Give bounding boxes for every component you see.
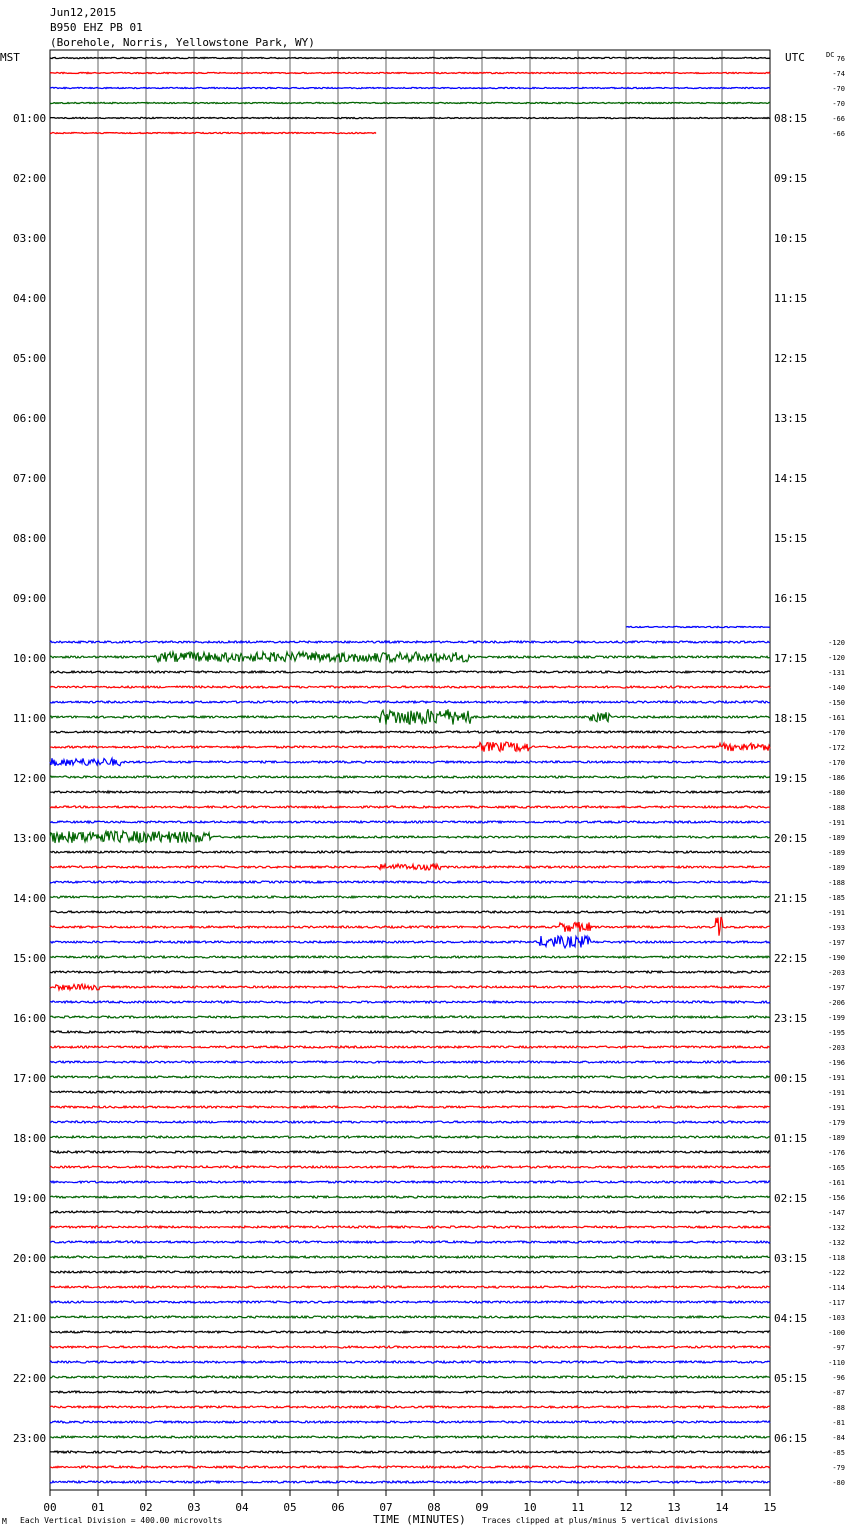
- seismic-trace: [50, 1001, 770, 1003]
- seismic-trace: [50, 652, 770, 662]
- hour-label-local: 05:00: [13, 352, 47, 365]
- hour-label-utc: 14:15: [774, 472, 808, 485]
- dc-offset-label: -66: [832, 115, 845, 123]
- x-tick-label: 04: [235, 1501, 249, 1514]
- hour-label-local: 13:00: [13, 832, 47, 845]
- seismic-trace: [50, 87, 770, 88]
- seismic-trace: [50, 1031, 770, 1033]
- seismic-trace: [50, 1166, 770, 1168]
- hour-label-utc: 11:15: [774, 292, 808, 305]
- seismic-trace: [50, 791, 770, 793]
- dc-offset-label: -161: [828, 714, 845, 722]
- dc-offset-label: -191: [828, 819, 845, 827]
- seismic-trace: [50, 851, 770, 853]
- hour-label-local: 02:00: [13, 172, 47, 185]
- hour-label-local: 08:00: [13, 532, 47, 545]
- dc-offset-label: -190: [828, 954, 845, 962]
- left-timezone-label: MST: [0, 51, 20, 64]
- hour-label-local: 22:00: [13, 1372, 47, 1385]
- dc-offset-label: -199: [828, 1014, 845, 1022]
- dc-offset-label: -85: [832, 1449, 845, 1457]
- hour-label-local: 17:00: [13, 1072, 47, 1085]
- hour-labels-local: [13, 112, 46, 1445]
- dc-offset-label: -189: [828, 834, 845, 842]
- seismic-trace: [50, 72, 770, 73]
- seismic-trace: [50, 1226, 770, 1228]
- dc-offset-labels: [828, 55, 845, 1487]
- dc-offset-label: -117: [828, 1299, 845, 1307]
- seismic-trace: [50, 1151, 770, 1153]
- seismic-trace: [50, 956, 770, 958]
- seismic-trace: [50, 1316, 770, 1318]
- hour-label-utc: 17:15: [774, 652, 808, 665]
- footer-corner: M: [2, 1517, 7, 1526]
- x-tick-label: 06: [331, 1501, 345, 1514]
- dc-offset-label: -197: [828, 939, 845, 947]
- dc-offset-label: -118: [828, 1254, 845, 1262]
- hour-label-utc: 08:15: [774, 112, 808, 125]
- seismic-trace: [50, 758, 770, 766]
- dc-offset-label: -70: [832, 100, 845, 108]
- dc-offset-label: -189: [828, 1134, 845, 1142]
- dc-offset-label: -156: [828, 1194, 845, 1202]
- dc-offset-label: -172: [828, 744, 845, 752]
- seismic-trace: [50, 686, 770, 688]
- dc-offset-label: -132: [828, 1239, 845, 1247]
- dc-offset-label: -122: [828, 1269, 845, 1277]
- hour-label-local: 18:00: [13, 1132, 47, 1145]
- seismic-trace: [50, 1406, 770, 1408]
- seismic-trace: [50, 1196, 770, 1198]
- seismic-trace: [50, 1076, 770, 1078]
- dc-offset-label: -195: [828, 1029, 845, 1037]
- dc-offset-label: -114: [828, 1284, 845, 1292]
- dc-offset-label: -84: [832, 1434, 845, 1442]
- seismic-trace: [50, 1061, 770, 1063]
- seismic-trace: [50, 1271, 770, 1273]
- seismic-trace: [50, 102, 770, 103]
- right-timezone-label: UTC: [785, 51, 805, 64]
- hour-label-local: 10:00: [13, 652, 47, 665]
- hour-label-local: 06:00: [13, 412, 47, 425]
- hour-label-utc: 09:15: [774, 172, 808, 185]
- footer-scale: Each Vertical Division = 400.00 microvolts: [20, 1516, 223, 1525]
- hour-label-local: 07:00: [13, 472, 47, 485]
- seismic-trace: [50, 1376, 770, 1378]
- dc-offset-label: -188: [828, 804, 845, 812]
- hour-label-utc: 12:15: [774, 352, 808, 365]
- x-axis-title: TIME (MINUTES): [373, 1513, 466, 1526]
- seismic-trace: [50, 1346, 770, 1348]
- dc-offset-label: -191: [828, 1104, 845, 1112]
- x-tick-label: 09: [475, 1501, 489, 1514]
- hour-label-utc: 05:15: [774, 1372, 808, 1385]
- dc-offset-label: -131: [828, 669, 845, 677]
- hour-label-utc: 21:15: [774, 892, 808, 905]
- seismic-trace: [50, 776, 770, 778]
- dc-label: DC: [826, 51, 835, 59]
- seismic-trace: [50, 984, 770, 990]
- seismic-trace: [50, 641, 770, 643]
- minute-grid: [98, 50, 722, 1490]
- dc-offset-label: -70: [832, 85, 845, 93]
- dc-offset-label: -132: [828, 1224, 845, 1232]
- seismic-trace: [50, 1046, 770, 1048]
- seismic-trace: [50, 917, 770, 936]
- hour-label-utc: 02:15: [774, 1192, 808, 1205]
- hour-labels-utc: [774, 112, 807, 1445]
- x-axis-ticks: [43, 1490, 776, 1514]
- seismic-trace: [50, 911, 770, 913]
- dc-offset-label: -203: [828, 969, 845, 977]
- hour-label-local: 15:00: [13, 952, 47, 965]
- seismic-trace: [50, 1211, 770, 1213]
- header-location: (Borehole, Norris, Yellowstone Park, WY): [50, 36, 315, 49]
- x-tick-label: 07: [379, 1501, 393, 1514]
- hour-label-utc: 06:15: [774, 1432, 808, 1445]
- x-tick-label: 05: [283, 1501, 297, 1514]
- hour-label-utc: 03:15: [774, 1252, 808, 1265]
- seismic-trace: [50, 864, 770, 870]
- seismic-trace: [50, 1091, 770, 1093]
- dc-offset-label: -180: [828, 789, 845, 797]
- seismic-trace: [50, 1286, 770, 1288]
- hour-label-utc: 00:15: [774, 1072, 808, 1085]
- dc-offset-label: -80: [832, 1479, 845, 1487]
- x-tick-label: 03: [187, 1501, 201, 1514]
- dc-offset-label: -206: [828, 999, 845, 1007]
- dc-offset-label: -191: [828, 909, 845, 917]
- hour-label-local: 04:00: [13, 292, 47, 305]
- hour-label-local: 01:00: [13, 112, 47, 125]
- seismic-trace: [50, 1451, 770, 1453]
- hour-label-local: 20:00: [13, 1252, 47, 1265]
- dc-offset-label: -170: [828, 729, 845, 737]
- hour-label-utc: 01:15: [774, 1132, 808, 1145]
- footer-clip: Traces clipped at plus/minus 5 vertical divisions: [482, 1516, 719, 1525]
- seismic-trace: [50, 831, 770, 843]
- hour-label-utc: 10:15: [774, 232, 808, 245]
- seismic-trace: [50, 709, 770, 724]
- seismic-trace: [50, 1361, 770, 1363]
- hour-label-local: 19:00: [13, 1192, 47, 1205]
- seismic-trace: [50, 1481, 770, 1483]
- seismic-trace: [50, 701, 770, 703]
- dc-offset-label: -96: [832, 1374, 845, 1382]
- seismic-trace: [50, 742, 770, 752]
- x-tick-label: 08: [427, 1501, 441, 1514]
- dc-offset-label: -189: [828, 864, 845, 872]
- hour-label-utc: 15:15: [774, 532, 808, 545]
- hour-label-local: 11:00: [13, 712, 47, 725]
- seismic-trace: [50, 132, 376, 133]
- hour-label-utc: 20:15: [774, 832, 808, 845]
- seismic-trace: [50, 971, 770, 973]
- header-date: Jun12,2015: [50, 6, 117, 19]
- x-tick-label: 11: [571, 1501, 585, 1514]
- hour-label-local: 21:00: [13, 1312, 47, 1325]
- dc-offset-label: -81: [832, 1419, 845, 1427]
- seismic-trace: [50, 1391, 770, 1393]
- seismic-trace: [50, 1181, 770, 1183]
- dc-offset-label: -191: [828, 1074, 845, 1082]
- x-tick-label: 12: [619, 1501, 633, 1514]
- seismic-trace: [50, 1106, 770, 1108]
- x-tick-label: 02: [139, 1501, 153, 1514]
- plot-frame: [50, 50, 770, 1490]
- x-tick-label: 00: [43, 1501, 57, 1514]
- dc-offset-label: -197: [828, 984, 845, 992]
- dc-offset-label: -110: [828, 1359, 845, 1367]
- hour-label-local: 14:00: [13, 892, 47, 905]
- dc-offset-label: -120: [828, 639, 845, 647]
- seismic-trace: [50, 1136, 770, 1138]
- seismic-trace: [50, 1121, 770, 1123]
- dc-offset-label: -140: [828, 684, 845, 692]
- dc-offset-label: -79: [832, 1464, 845, 1472]
- x-tick-label: 14: [715, 1501, 729, 1514]
- dc-offset-label: -196: [828, 1059, 845, 1067]
- seismic-trace: [50, 1466, 770, 1468]
- dc-offset-label: -170: [828, 759, 845, 767]
- hour-label-local: 09:00: [13, 592, 47, 605]
- hour-label-local: 12:00: [13, 772, 47, 785]
- dc-offset-label: -147: [828, 1209, 845, 1217]
- dc-offset-label: -203: [828, 1044, 845, 1052]
- header-station: B950 EHZ PB 01: [50, 21, 143, 34]
- trace-group: [50, 57, 770, 1483]
- dc-offset-label: -100: [828, 1329, 845, 1337]
- dc-offset-label: -150: [828, 699, 845, 707]
- seismic-trace: [50, 1301, 770, 1303]
- dc-offset-label: -165: [828, 1164, 845, 1172]
- seismic-trace: [50, 1421, 770, 1423]
- dc-offset-label: -88: [832, 1404, 845, 1412]
- dc-offset-label: -191: [828, 1089, 845, 1097]
- hour-label-utc: 18:15: [774, 712, 808, 725]
- dc-offset-label: -185: [828, 894, 845, 902]
- dc-offset-label: 76: [836, 55, 845, 63]
- dc-offset-label: -161: [828, 1179, 845, 1187]
- dc-offset-label: -193: [828, 924, 845, 932]
- dc-offset-label: -186: [828, 774, 845, 782]
- hour-label-utc: 04:15: [774, 1312, 808, 1325]
- dc-offset-label: -179: [828, 1119, 845, 1127]
- seismic-trace: [50, 1241, 770, 1243]
- dc-offset-label: -120: [828, 654, 845, 662]
- hour-label-local: 16:00: [13, 1012, 47, 1025]
- seismic-trace: [50, 806, 770, 808]
- seismic-trace: [50, 821, 770, 823]
- seismic-trace: [50, 896, 770, 898]
- seismic-trace: [50, 1436, 770, 1438]
- hour-label-utc: 16:15: [774, 592, 808, 605]
- x-tick-label: 13: [667, 1501, 681, 1514]
- dc-offset-label: -103: [828, 1314, 845, 1322]
- dc-offset-label: -66: [832, 130, 845, 138]
- dc-offset-label: -87: [832, 1389, 845, 1397]
- dc-offset-label: -189: [828, 849, 845, 857]
- x-tick-label: 01: [91, 1501, 105, 1514]
- seismic-trace: [626, 626, 770, 627]
- x-tick-label: 10: [523, 1501, 537, 1514]
- seismic-trace: [50, 881, 770, 883]
- seismic-trace: [50, 1256, 770, 1258]
- dc-offset-label: -97: [832, 1344, 845, 1352]
- hour-label-utc: 23:15: [774, 1012, 808, 1025]
- seismic-trace: [50, 1016, 770, 1018]
- seismic-trace: [50, 936, 770, 948]
- seismic-trace: [50, 671, 770, 673]
- x-tick-label: 15: [763, 1501, 777, 1514]
- hour-label-local: 03:00: [13, 232, 47, 245]
- hour-label-utc: 19:15: [774, 772, 808, 785]
- seismic-trace: [50, 1331, 770, 1333]
- hour-label-utc: 13:15: [774, 412, 808, 425]
- dc-offset-label: -74: [832, 70, 845, 78]
- dc-offset-label: -188: [828, 879, 845, 887]
- seismic-trace: [50, 117, 770, 118]
- hour-label-local: 23:00: [13, 1432, 47, 1445]
- dc-offset-label: -176: [828, 1149, 845, 1157]
- seismic-trace: [50, 731, 770, 733]
- hour-label-utc: 22:15: [774, 952, 808, 965]
- seismic-trace: [50, 57, 770, 58]
